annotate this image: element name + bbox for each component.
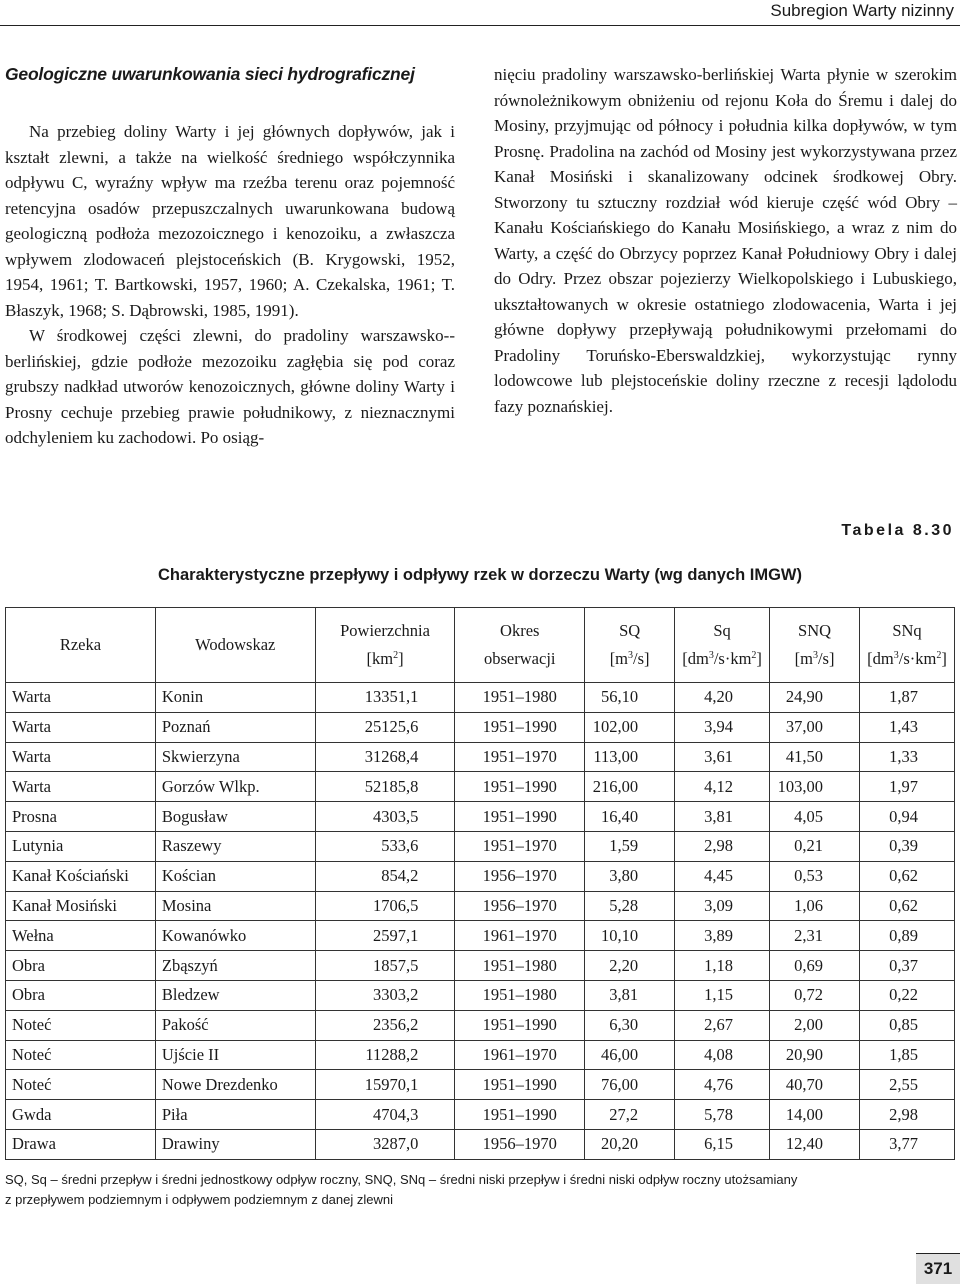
cell-okres: 1951–1980 — [455, 951, 585, 981]
cell-powierzchnia: 11288,2 — [315, 1040, 455, 1070]
table-label: Tabela 8.30 — [841, 522, 954, 539]
cell-sq: 216,00 — [585, 772, 675, 802]
cell-sq: 76,00 — [585, 1070, 675, 1100]
header-sq-unit: Sq $[dm^3/s\cdot km^2]$ — [675, 608, 770, 683]
header-rzeka: Rzeka — [6, 608, 156, 683]
cell-snq-unit: 0,89 — [860, 921, 955, 951]
cell-snq: 1,06 — [770, 891, 860, 921]
cell-snq-unit: 3,77 — [860, 1129, 955, 1159]
cell-okres: 1951–1990 — [455, 1100, 585, 1130]
cell-snq-unit: 1,43 — [860, 712, 955, 742]
cell-rzeka: Kanał Mosiński — [6, 891, 156, 921]
section-title: Geologiczne uwarunkowania sieci hydrograficznej — [5, 64, 415, 84]
cell-okres: 1951–1990 — [455, 712, 585, 742]
header-snq-unit: SNq $[dm^3/s\cdot km^2]$ — [860, 608, 955, 683]
cell-snq: 2,00 — [770, 1010, 860, 1040]
cell-snq-unit: 1,85 — [860, 1040, 955, 1070]
cell-sq: 3,80 — [585, 861, 675, 891]
cell-snq-unit: 1,87 — [860, 683, 955, 713]
cell-snq: 2,31 — [770, 921, 860, 951]
running-head-title: Subregion Warty nizinny — [770, 1, 954, 20]
cell-sq-unit: 6,15 — [675, 1129, 770, 1159]
cell-rzeka: Warta — [6, 742, 156, 772]
table-row — [6, 1040, 955, 1070]
table-row — [6, 683, 955, 713]
cell-sq-unit: 4,08 — [675, 1040, 770, 1070]
cell-snq: 12,40 — [770, 1129, 860, 1159]
cell-sq-unit: 1,18 — [675, 951, 770, 981]
cell-okres: 1961–1970 — [455, 921, 585, 951]
cell-snq-unit: 2,98 — [860, 1100, 955, 1130]
cell-powierzchnia: 4704,3 — [315, 1100, 455, 1130]
cell-okres: 1956–1970 — [455, 1129, 585, 1159]
cell-sq: 5,28 — [585, 891, 675, 921]
cell-sq: 46,00 — [585, 1040, 675, 1070]
table-body — [6, 683, 955, 1160]
cell-powierzchnia: 3287,0 — [315, 1129, 455, 1159]
table-row — [6, 861, 955, 891]
cell-powierzchnia: 3303,2 — [315, 980, 455, 1010]
footnote-line: z przepływem podziemnym i odpływem podziemnym z danej zlewni — [5, 1192, 393, 1207]
cell-rzeka: Noteć — [6, 1070, 156, 1100]
footnote-line: SQ, Sq – średni przepływ i średni jednostkowy odpływ roczny, SNQ, SNq – średni niski przepływ i średni niski odpływ roczny utożsamiany — [5, 1172, 798, 1187]
table-row — [6, 1070, 955, 1100]
cell-powierzchnia: 854,2 — [315, 861, 455, 891]
cell-powierzchnia: 13351,1 — [315, 683, 455, 713]
cell-sq: 27,2 — [585, 1100, 675, 1130]
cell-sq: 56,10 — [585, 683, 675, 713]
cell-snq-unit: 1,97 — [860, 772, 955, 802]
cell-sq: 20,20 — [585, 1129, 675, 1159]
cell-sq-unit: 4,12 — [675, 772, 770, 802]
table-row — [6, 951, 955, 981]
cell-rzeka: Lutynia — [6, 831, 156, 861]
paragraph: W środkowej części zlewni, do pradoliny warszawsko--berlińskiej, gdzie podłoże mezozoiku zagłębia się pod coraz grubszy nadkład utworów kenozoicznych, główne doliny Warty i Prosny cechuje przebieg prawie południkowy, z nieznacznymi odchyleniem ku zachodowi. Po osiąg- — [5, 326, 455, 447]
cell-sq: 113,00 — [585, 742, 675, 772]
running-head — [0, 0, 960, 26]
cell-wodowskaz: Bogusław — [155, 802, 315, 832]
header-powierzchnia: Powierzchnia $[km^2]$ — [315, 608, 455, 683]
paragraph: Na przebieg doliny Warty i jej głównych dopływów, jak i kształt zlewni, a także na wielkość średniego współczynnika odpływu C, wyraźny wpływ ma rzeźba terenu oraz pojemność retencyjna osadów przepuszczalnych uwarunkowana budową geologiczną podłoża mezozoicznego i kenozoiku, a zwłaszcza wpływem zlodowaceń plejstoceńskich (B. Krygowski, 1952, 1954, 1961; T. Bartkowski, 1957, 1960; A. Czekalska, 1961; T. Błaszyk, 1968; S. Dąbrowski, 1985, 1991). — [5, 122, 455, 320]
cell-wodowskaz: Kowanówko — [155, 921, 315, 951]
cell-snq-unit: 0,85 — [860, 1010, 955, 1040]
cell-powierzchnia: 15970,1 — [315, 1070, 455, 1100]
cell-wodowskaz: Mosina — [155, 891, 315, 921]
cell-snq: 0,53 — [770, 861, 860, 891]
cell-sq: 16,40 — [585, 802, 675, 832]
cell-snq: 0,69 — [770, 951, 860, 981]
cell-snq: 14,00 — [770, 1100, 860, 1130]
table-row — [6, 1010, 955, 1040]
header-okres: Okres obserwacji — [455, 608, 585, 683]
cell-snq: 103,00 — [770, 772, 860, 802]
cell-okres: 1951–1970 — [455, 831, 585, 861]
cell-sq-unit: 2,98 — [675, 831, 770, 861]
cell-okres: 1961–1970 — [455, 1040, 585, 1070]
right-column — [494, 62, 957, 419]
left-column — [5, 62, 455, 451]
cell-wodowskaz: Skwierzyna — [155, 742, 315, 772]
cell-rzeka: Drawa — [6, 1129, 156, 1159]
cell-snq-unit: 0,62 — [860, 861, 955, 891]
header-sq: SQ $[m^3/s]$ — [585, 608, 675, 683]
cell-okres: 1956–1970 — [455, 861, 585, 891]
cell-snq-unit: 0,62 — [860, 891, 955, 921]
cell-wodowskaz: Bledzew — [155, 980, 315, 1010]
cell-snq: 20,90 — [770, 1040, 860, 1070]
cell-snq: 37,00 — [770, 712, 860, 742]
cell-powierzchnia: 1706,5 — [315, 891, 455, 921]
cell-okres: 1951–1990 — [455, 1010, 585, 1040]
table-row — [6, 980, 955, 1010]
cell-powierzchnia: 4303,5 — [315, 802, 455, 832]
cell-snq: 41,50 — [770, 742, 860, 772]
table-row — [6, 802, 955, 832]
cell-snq: 0,21 — [770, 831, 860, 861]
cell-rzeka: Wełna — [6, 921, 156, 951]
table-footnote — [5, 1170, 955, 1210]
cell-sq-unit: 4,76 — [675, 1070, 770, 1100]
cell-rzeka: Kanał Kościański — [6, 861, 156, 891]
header-snq: SNQ $[m^3/s]$ — [770, 608, 860, 683]
cell-sq: 6,30 — [585, 1010, 675, 1040]
cell-snq-unit: 1,33 — [860, 742, 955, 772]
cell-wodowskaz: Piła — [155, 1100, 315, 1130]
cell-rzeka: Obra — [6, 951, 156, 981]
cell-wodowskaz: Gorzów Wlkp. — [155, 772, 315, 802]
cell-rzeka: Obra — [6, 980, 156, 1010]
cell-sq-unit: 1,15 — [675, 980, 770, 1010]
cell-rzeka: Gwda — [6, 1100, 156, 1130]
cell-wodowskaz: Pakość — [155, 1010, 315, 1040]
header-wodowskaz: Wodowskaz — [155, 608, 315, 683]
cell-sq-unit: 3,61 — [675, 742, 770, 772]
cell-sq: 102,00 — [585, 712, 675, 742]
table-row — [6, 921, 955, 951]
cell-sq: 10,10 — [585, 921, 675, 951]
cell-snq-unit: 2,55 — [860, 1070, 955, 1100]
cell-sq-unit: 5,78 — [675, 1100, 770, 1130]
cell-powierzchnia: 2356,2 — [315, 1010, 455, 1040]
cell-rzeka: Noteć — [6, 1040, 156, 1070]
cell-powierzchnia: 533,6 — [315, 831, 455, 861]
cell-wodowskaz: Raszewy — [155, 831, 315, 861]
cell-sq-unit: 4,20 — [675, 683, 770, 713]
cell-snq: 24,90 — [770, 683, 860, 713]
cell-rzeka: Warta — [6, 712, 156, 742]
cell-okres: 1951–1980 — [455, 683, 585, 713]
table-row — [6, 712, 955, 742]
cell-sq-unit: 4,45 — [675, 861, 770, 891]
cell-snq-unit: 0,39 — [860, 831, 955, 861]
cell-okres: 1951–1970 — [455, 742, 585, 772]
cell-wodowskaz: Zbąszyń — [155, 951, 315, 981]
table-header-row — [6, 608, 955, 683]
cell-okres: 1951–1990 — [455, 772, 585, 802]
table-title: Charakterystyczne przepływy i odpływy rzek w dorzeczu Warty (wg danych IMGW) — [158, 566, 802, 584]
table-row — [6, 772, 955, 802]
cell-powierzchnia: 2597,1 — [315, 921, 455, 951]
page-number: 371 — [916, 1253, 960, 1284]
table-row — [6, 891, 955, 921]
paragraph: nięciu pradoliny warszawsko-berlińskiej Warta płynie w szerokim równoleżnikowym obniżeniu od rejonu Koła do Śremu i dalej do Mosiny, przyjmując od północy i południa kilka dopływów, w tym Prosnę. Pradolina na zachód od Mosiny jest wykorzystywana przez Kanał Mosiński i skanalizowany odcinek środkowej Obry. Stworzony tu sztuczny rozdział wód kieruje część wód Obry – Kanału Kościańskiego do Kanału Mosińskiego, a wraz z nim do Warty, a część do Obrzycy poprzez Kanał Południowy Obry i dalej do Odry. Przez obszar pojezierzy Wielkopolskiego i Lubuskiego, ukształtowanych w okresie ostatniego zlodowacenia, Warta i jej główne dopływy przepływają południkowymi przełomami do Pradoliny Toruńsko-Eberswaldzkiej, wykorzystując rynny lodowcowe lub plejstoceńskie doliny rzeczne z recesji lądolodu fazy poznańskiej. — [494, 65, 957, 416]
table-row — [6, 831, 955, 861]
cell-okres: 1956–1970 — [455, 891, 585, 921]
cell-wodowskaz: Ujście II — [155, 1040, 315, 1070]
cell-okres: 1951–1990 — [455, 802, 585, 832]
cell-sq: 2,20 — [585, 951, 675, 981]
cell-snq: 0,72 — [770, 980, 860, 1010]
cell-wodowskaz: Drawiny — [155, 1129, 315, 1159]
cell-snq-unit: 0,22 — [860, 980, 955, 1010]
cell-snq: 4,05 — [770, 802, 860, 832]
cell-sq: 1,59 — [585, 831, 675, 861]
cell-sq-unit: 3,09 — [675, 891, 770, 921]
cell-powierzchnia: 52185,8 — [315, 772, 455, 802]
cell-sq-unit: 2,67 — [675, 1010, 770, 1040]
cell-sq-unit: 3,89 — [675, 921, 770, 951]
cell-sq-unit: 3,81 — [675, 802, 770, 832]
cell-snq: 40,70 — [770, 1070, 860, 1100]
cell-snq-unit: 0,94 — [860, 802, 955, 832]
table-row — [6, 742, 955, 772]
cell-rzeka: Warta — [6, 772, 156, 802]
cell-rzeka: Noteć — [6, 1010, 156, 1040]
cell-powierzchnia: 25125,6 — [315, 712, 455, 742]
cell-rzeka: Warta — [6, 683, 156, 713]
cell-wodowskaz: Poznań — [155, 712, 315, 742]
cell-powierzchnia: 31268,4 — [315, 742, 455, 772]
cell-powierzchnia: 1857,5 — [315, 951, 455, 981]
cell-rzeka: Prosna — [6, 802, 156, 832]
flow-table — [5, 607, 955, 1160]
table-row — [6, 1100, 955, 1130]
cell-wodowskaz: Kościan — [155, 861, 315, 891]
cell-sq: 3,81 — [585, 980, 675, 1010]
cell-wodowskaz: Nowe Drezdenko — [155, 1070, 315, 1100]
cell-wodowskaz: Konin — [155, 683, 315, 713]
cell-okres: 1951–1980 — [455, 980, 585, 1010]
cell-sq-unit: 3,94 — [675, 712, 770, 742]
cell-snq-unit: 0,37 — [860, 951, 955, 981]
table-row — [6, 1129, 955, 1159]
cell-okres: 1951–1990 — [455, 1070, 585, 1100]
